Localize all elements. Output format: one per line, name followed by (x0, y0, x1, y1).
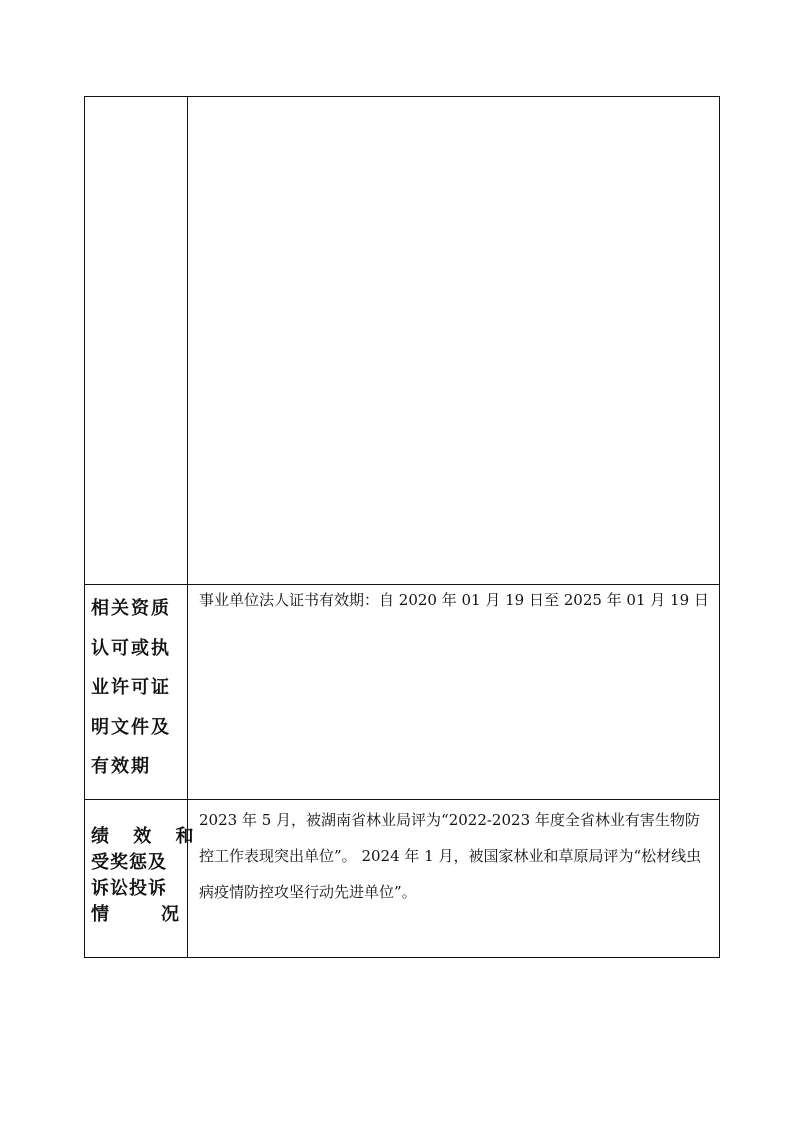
label-cell-blank (85, 97, 188, 584)
qualification-label-line: 明文件及 (91, 716, 171, 738)
performance-label-line: 受奖惩及 (91, 852, 167, 873)
content-cell-blank (188, 97, 719, 584)
qualification-content: 事业单位法人证书有效期：自 2020 年 01 月 19 日至 2025 年 01 月 19 日 (199, 591, 709, 609)
performance-label-char: 况 (161, 904, 179, 925)
table-row-blank (85, 97, 719, 584)
table-row-qualification (85, 584, 719, 799)
qualification-label-line: 认可或执 (91, 637, 171, 659)
performance-label-line: 诉讼投诉 (91, 878, 167, 899)
performance-label-line: 绩 效 和 (91, 826, 203, 847)
performance-label-char: 情 (91, 904, 109, 925)
performance-label (85, 800, 203, 957)
qualification-label-line: 有效期 (91, 756, 151, 777)
qualification-label (85, 585, 188, 799)
performance-label-line (91, 902, 179, 928)
performance-content: 2023 年 5 月，被湖南省林业局评为“2022-2023 年度全省林业有害生物防控工作表现突出单位”。 2024 年 1 月，被国家林业和草原局评为“松材线虫病疫情防控攻坚行动先进单位”。 (199, 811, 702, 901)
qualification-label-line: 业许可证 (91, 677, 171, 698)
info-table (84, 96, 720, 958)
table-row-performance (85, 799, 719, 957)
qualification-label-line: 相关资质 (91, 598, 171, 619)
